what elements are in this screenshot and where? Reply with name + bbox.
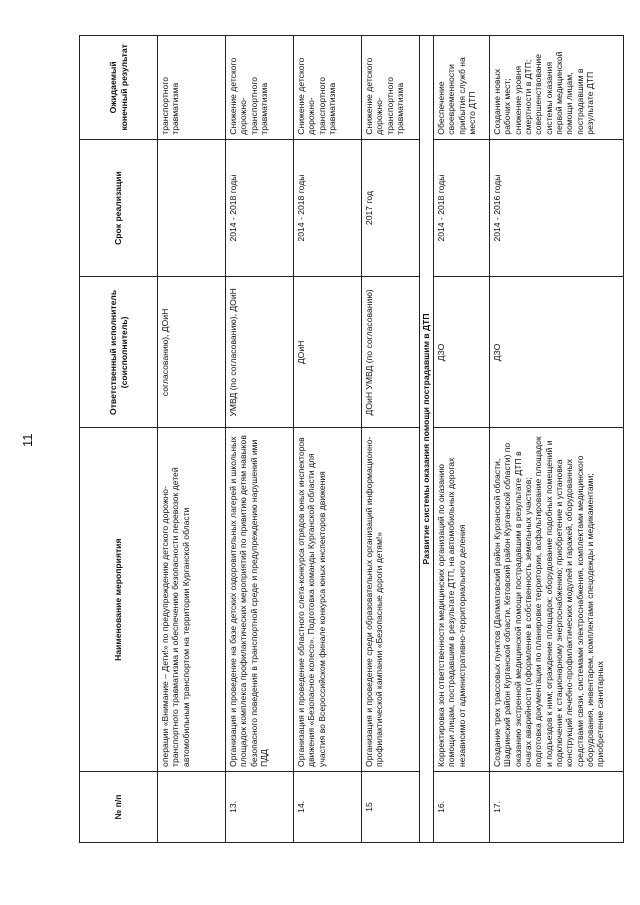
row-result: Снижение детского дорожно-транспортного травматизма — [226, 36, 294, 140]
measures-table — [79, 35, 624, 843]
section-title: Развитие системы оказания помощи пострадавшим в ДТП — [420, 36, 434, 843]
row-term: 2014 - 2018 годы — [226, 139, 294, 277]
row-exec: ДОиН — [294, 277, 362, 428]
table-row — [294, 36, 362, 843]
row-num: 15 — [362, 771, 420, 842]
table-row — [362, 36, 420, 843]
row-result: транспортного травматизма — [158, 36, 226, 140]
row-term — [158, 139, 226, 277]
row-result: Создание новых рабочих мест; снижение уровня смертности в ДТП; совершенствование системы оказания первой медицинской помощи лицам, пострадавшим в результате ДТП — [490, 36, 624, 140]
row-term: 2014 - 2016 годы — [490, 139, 624, 277]
row-exec: ДЗО — [490, 277, 624, 428]
row-name: Организация и проведение на базе детских оздоровительных лагерей и школьных площадок комплекса профилактических мероприятий по привитию детям навыков безопасного поведения в транспортной среде и предупреждению нарушений ими ПДД — [226, 428, 294, 772]
rotated-table-page — [79, 35, 624, 843]
section-row — [420, 36, 434, 843]
row-exec: ДЗО — [434, 277, 490, 428]
row-name: Организация и проведение среди образовательных организаций информационно-профилактической кампании «Безопасные дороги детям!» — [362, 428, 420, 772]
header-row — [80, 36, 158, 843]
header-term: Срок реализации — [80, 139, 158, 277]
header-num: № п/п — [80, 771, 158, 842]
header-result: Ожидаемый конечный результат — [80, 36, 158, 140]
page-number: 11 — [20, 433, 35, 447]
row-exec: ДОиН УМВД (по согласованию) — [362, 277, 420, 428]
table-row — [434, 36, 490, 843]
table-row — [158, 36, 226, 843]
row-term: 2017 год — [362, 139, 420, 277]
row-exec: согласованию), ДОиН — [158, 277, 226, 428]
row-term: 2014 - 2018 годы — [294, 139, 362, 277]
table-row — [226, 36, 294, 843]
row-term: 2014 - 2018 годы — [434, 139, 490, 277]
row-num: 14. — [294, 771, 362, 842]
row-num: 17. — [490, 771, 624, 842]
row-num: 13. — [226, 771, 294, 842]
row-num — [158, 771, 226, 842]
row-result: Снижение детского дорожно-транспортного травматизма — [294, 36, 362, 140]
row-exec: УМВД (по согласованию), ДОиН — [226, 277, 294, 428]
row-result: Снижение детского дорожно-транспортного травматизма — [362, 36, 420, 140]
row-result: Обеспечение своевременности прибытия служб на место ДТП — [434, 36, 490, 140]
header-exec: Ответственный исполнитель (соисполнитель) — [80, 277, 158, 428]
table-row — [490, 36, 624, 843]
header-name: Наименование мероприятия — [80, 428, 158, 772]
row-name: Организация и проведение областного слета-конкурса отрядов юных инспекторов движения «Безопасное колесо». Подготовка команды Курганской области для участия во Всероссийском финале конкурса юных инспекторов движения — [294, 428, 362, 772]
row-num: 16. — [434, 771, 490, 842]
row-name: Корректировка зон ответственности медицинских организаций по оказанию помощи лицам, пострадавшим в результате ДТП, на автомобильных дорогах независимо от административно-территориального деления — [434, 428, 490, 772]
row-name: Создание трех трассовых пунктов (Далматовский район Курганской области, Шадринский район Курганской области, Кетовский район Курганской области) по оказанию экстренной медицинской помощи пострадавшим в результате ДТП в очагах аварийности (оформление в собственность земельных участков; подготовка документации по планировке территории, асфальтирование площадок и подъездов к ним; ограждение площадок; оборудование подобных помещений и подключение к стационарному энергоснабжению; приобретение и установка конструкций лечебно-профилактических модулей и гаражей, оборудованных средствами связи, системами электроснабжения, комплектами медицинского оборудования, инвентарем, комплектами спецодежды и медикаментами; приобретение санитарных — [490, 428, 624, 772]
row-name: операции «Внимание – Дети!» по предупреждению детского дорожно-транспортного травматизма и обеспечению безопасности перевозок детей автомобильным транспортом на территории Курганской области — [158, 428, 226, 772]
